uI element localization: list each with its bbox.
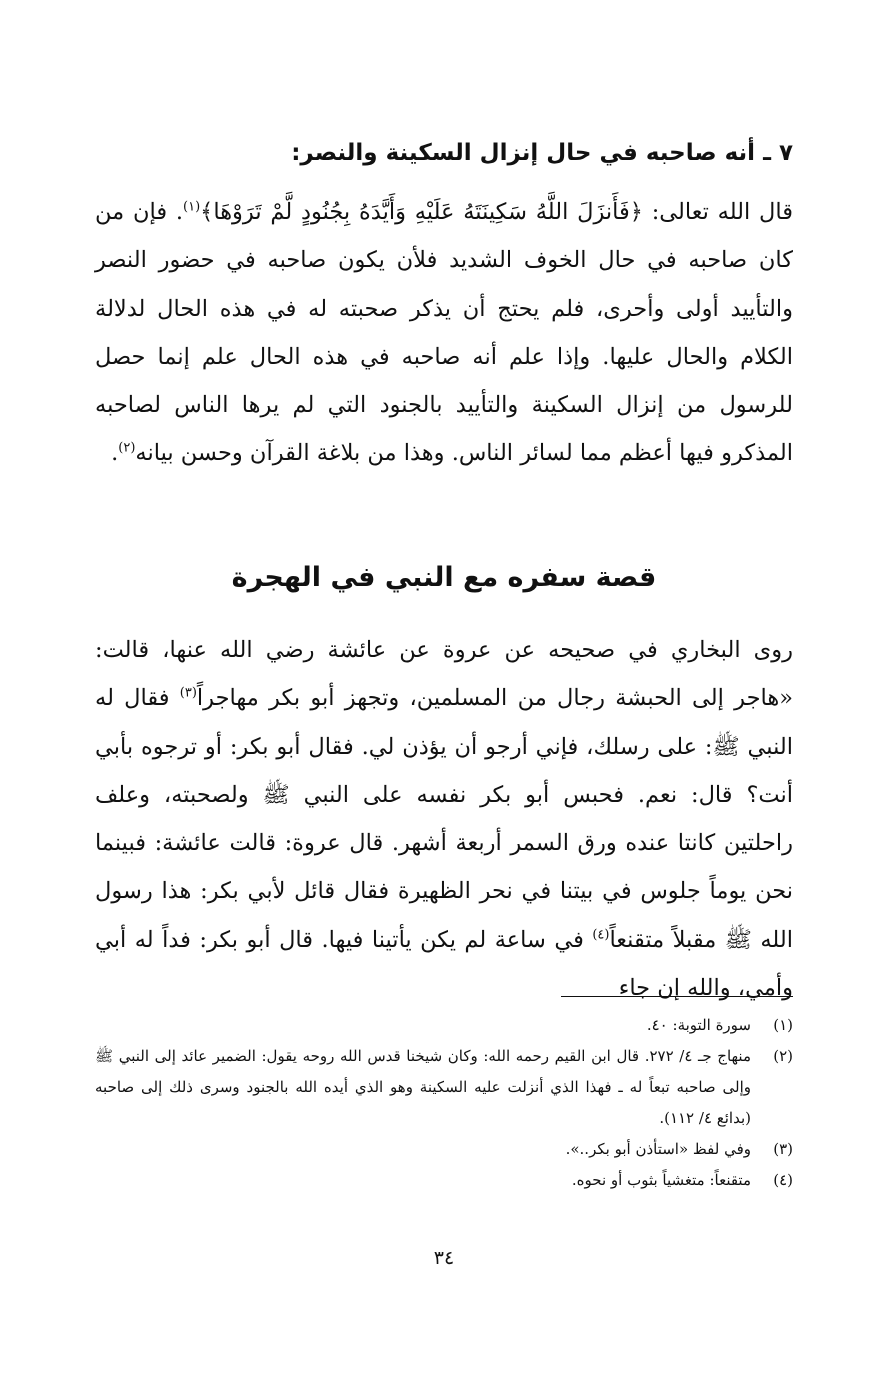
footnote-ref-1[interactable]: (١)	[183, 199, 201, 215]
paragraph-body: . فإن من كان صاحبه في حال الخوف الشديد فلأن يكون صاحبه في حضور النصر والتأييد أولى وأحرى، فلم يحتج أن يذكر صحبته له في هذه الحال لدلالة الكلام والحال عليها. وإذا علم أنه صاحبه في هذه الحال علم إنما حصل للرسول من إنزال السكينة والتأييد بالجنود التي لم يرها الناس لصاحبه المذكرو فيها أعظم مما لسائر الناس. وهذا من بلاغة القرآن وحسن بيانه	[95, 199, 793, 467]
footnote-text: سورة التوبة: ٤٠.	[646, 1016, 751, 1034]
page-number: ٣٤	[433, 1247, 455, 1269]
point-heading: ٧ ـ أنه صاحبه في حال إنزال السكينة والنصر:	[291, 140, 793, 166]
section-title: قصة سفره مع النبي في الهجرة	[231, 562, 657, 593]
footnote-number: (١)	[773, 1016, 793, 1034]
quran-verse: ﴿فَأَنزَلَ اللَّهُ سَكِينَتَهُ عَلَيْهِ وَأَيَّدَهُ بِجُنُودٍ لَّمْ تَرَوْهَا﴾	[200, 199, 643, 225]
footnote-number: (٣)	[773, 1140, 793, 1158]
footnote-item	[95, 1010, 793, 1041]
footnote-text: وفي لفظ «استأذن أبو بكر..».	[565, 1140, 751, 1158]
story-part-2: فقال له النبي ﷺ: على رسلك، فإني أرجو أن يؤذن لي. فقال أبو بكر: أو ترجوه بأبي أنت؟ قال: نعم. فحبس أبو بكر نفسه على النبي ﷺ ولصحبته، وعلف راحلتين كانتا عنده ورق السمر أربعة أشهر. قال عروة: قالت عائشة: فبينما نحن يوماً جلوس في بيتنا في نحر الظهيرة فقال قائل لأبي بكر: هذا رسول الله ﷺ مقبلاً متقنعاً	[95, 685, 793, 953]
footnote-item	[95, 1134, 793, 1165]
footnote-text: متقنعاً: متغشياً بثوب أو نحوه.	[571, 1171, 751, 1189]
paragraph-intro: قال الله تعالى:	[642, 199, 793, 225]
footnote-item	[95, 1041, 793, 1134]
footnote-number: (٤)	[773, 1171, 793, 1189]
story-part-1: روى البخاري في صحيحه عن عروة عن عائشة رضي الله عنها، قالت: «هاجر إلى الحبشة رجال من المسلمين، وتجهز أبو بكر مهاجراً	[95, 637, 793, 712]
footnote-ref-4[interactable]: (٤)	[592, 927, 610, 943]
paragraph-hijra-story	[95, 626, 793, 1012]
story-part-3: في ساعة لم يكن يأتينا فيها. قال أبو بكر: فداً له أبي وأمي، والله إن جاء	[95, 926, 793, 1002]
footnote-item	[95, 1165, 793, 1196]
footnote-divider	[561, 996, 793, 997]
footnote-ref-3[interactable]: (٣)	[179, 685, 197, 701]
paragraph-end: .	[111, 440, 119, 467]
paragraph-quran-argument	[95, 188, 793, 478]
footnote-text: منهاج جـ ٤/ ٢٧٢. قال ابن القيم رحمه الله: وكان شيخنا قدس الله روحه يقول: الضمير عائد إلى النبي ﷺ وإلى صاحبه تبعاً له ـ فهذا الذي أنزلت عليه السكينة وهو الذي أيده الله بالجنود وسرى ذلك إلى صاحبه (بدائع ٤/ ١١٢).	[95, 1047, 751, 1127]
footnote-number: (٢)	[773, 1047, 793, 1065]
footnote-ref-2[interactable]: (٢)	[118, 440, 136, 456]
book-page	[95, 0, 793, 1375]
footnotes-section	[95, 1010, 793, 1196]
